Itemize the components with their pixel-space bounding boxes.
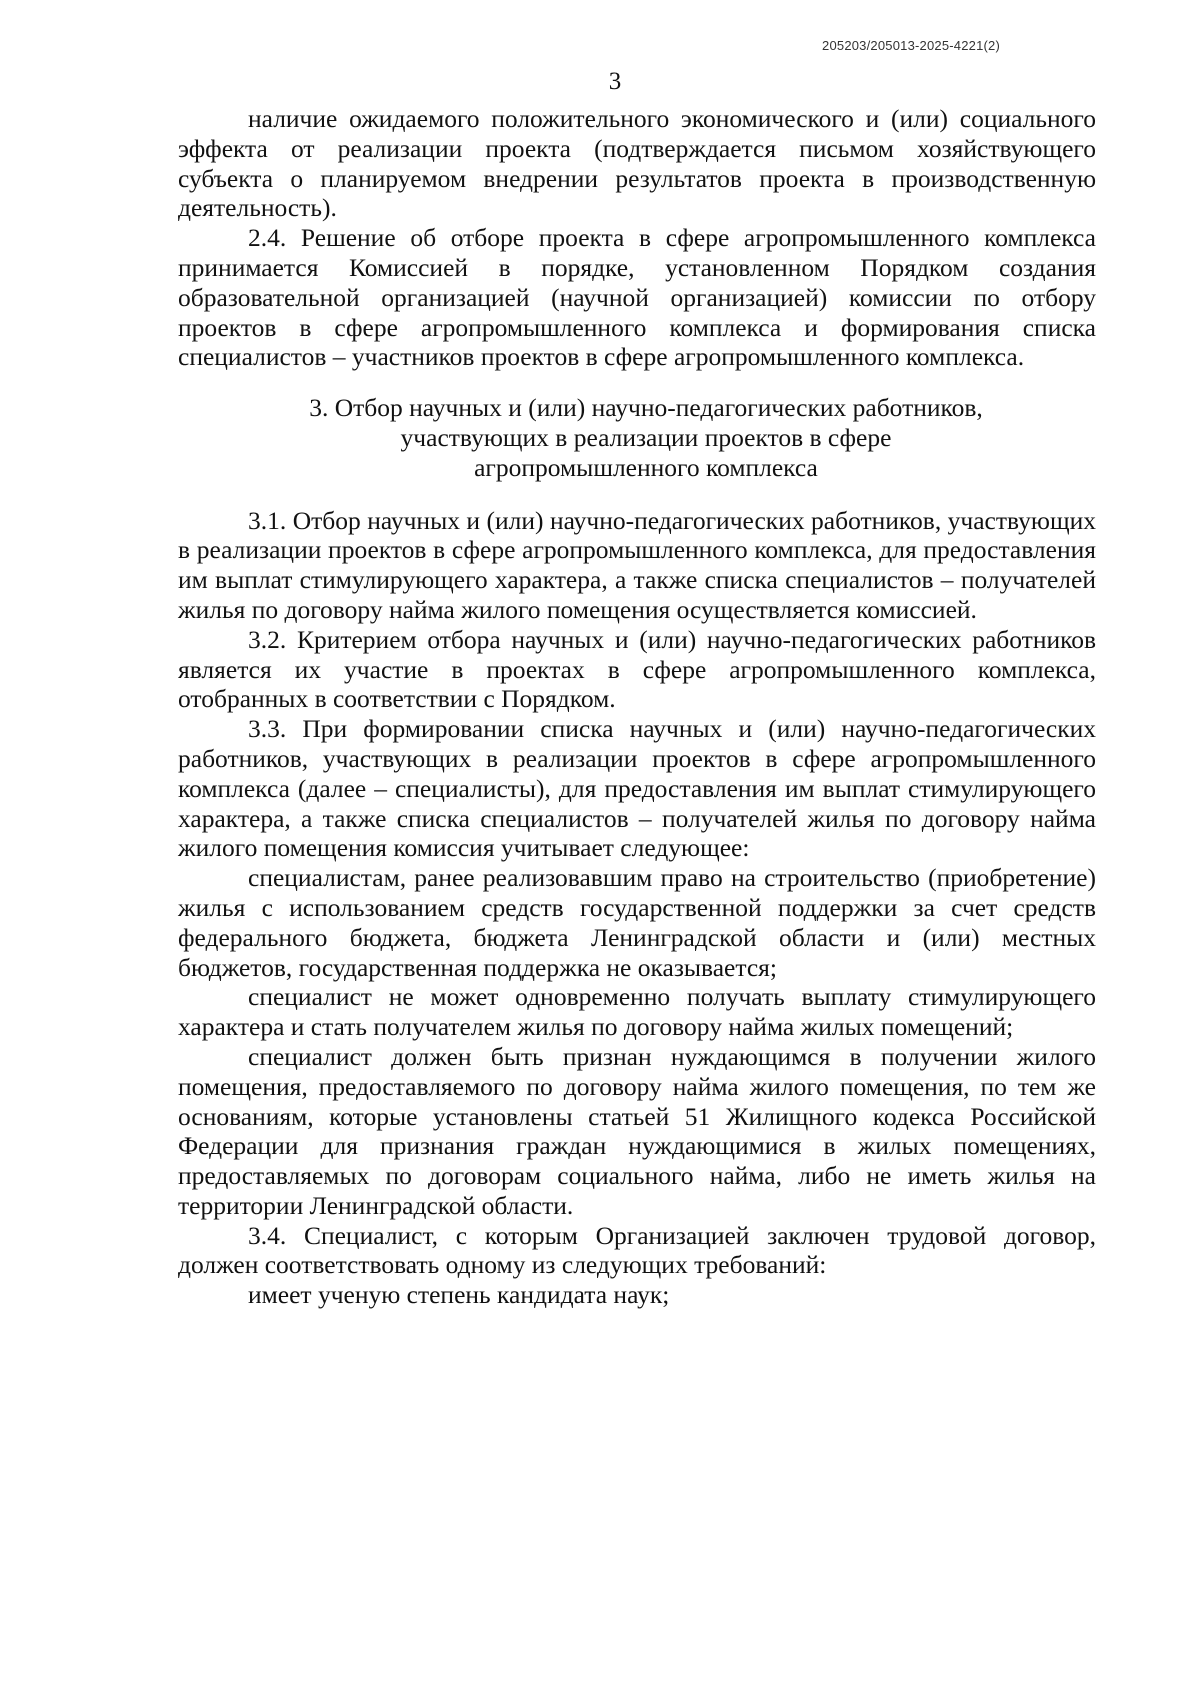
list-item-candidate-degree: имеет ученую степень кандидата наук;	[248, 1280, 670, 1310]
document-id: 205203/205013-2025-4221(2)	[822, 38, 1000, 53]
paragraph-economic-effect: наличие ожидаемого положительного экономического и (или) социального эффекта от реализации проекта (подтверждается письмом хозяйствующего субъекта о планируемом внедрении результатов проекта в производственную деятельность).	[178, 104, 1096, 223]
paragraph-3-3: 3.3. При формировании списка научных и (или) научно-педагогических работников, участвующих в реализации проектов в сфере агропромышленного комплекса (далее – специалисты), для предоставления им выплат стимулирующего характера, а также списка специалистов – получателей жилья по договору найма жилого помещения комиссия учитывает следующее:	[178, 714, 1096, 863]
page-number: 3	[608, 68, 622, 95]
section-heading-line-1: 3. Отбор научных и (или) научно-педагогических работников,	[309, 393, 983, 423]
paragraph-3-1: 3.1. Отбор научных и (или) научно-педагогических работников, участвующих в реализации проектов в сфере агропромышленного комплекса, для предоставления им выплат стимулирующего характера, а также списка специалистов – получателей жилья по договору найма жилого помещения осуществляется комиссией.	[178, 505, 1096, 624]
paragraph-2-4: 2.4. Решение об отборе проекта в сфере агропромышленного комплекса принимается Комиссией в порядке, установленном Порядком создания образовательной организацией (научной организацией) комиссии по отбору проектов в сфере агропромышленного комплекса и формирования списка специалистов – участников проектов в сфере агропромышленного комплекса.	[178, 223, 1096, 372]
section-heading-line-3: агропромышленного комплекса	[474, 452, 818, 482]
list-item-housing-need: специалист должен быть признан нуждающимся в получении жилого помещения, предоставляемого по договору найма жилого помещения, по тем же основаниям, которые установлены статьей 51 Жилищного кодекса Российской Федерации для признания граждан нуждающимися в жилых помещениях, предоставляемых по договорам социального найма, либо не иметь жилья на территории Ленинградской области.	[178, 1041, 1096, 1220]
paragraph-3-2: 3.2. Критерием отбора научных и (или) научно-педагогических работников является их участие в проектах в сфере агропромышленного комплекса, отобранных в соответствии с Порядком.	[178, 624, 1096, 714]
section-heading	[178, 393, 1096, 482]
list-item-previous-support: специалистам, ранее реализовавшим право на строительство (приобретение) жилья с использованием средств государственной поддержки за счет средств федерального бюджета, бюджета Ленинградской области и (или) местных бюджетов, государственная поддержка не оказывается;	[178, 863, 1096, 982]
paragraph-3-4: 3.4. Специалист, с которым Организацией заключен трудовой договор, должен соответствовать одному из следующих требований:	[178, 1220, 1096, 1280]
section-heading-line-2: участвующих в реализации проектов в сфере	[400, 422, 892, 452]
list-item-no-simultaneous: специалист не может одновременно получать выплату стимулирующего характера и стать получателем жилья по договору найма жилых помещений;	[178, 982, 1096, 1042]
document-body	[178, 104, 1096, 1310]
